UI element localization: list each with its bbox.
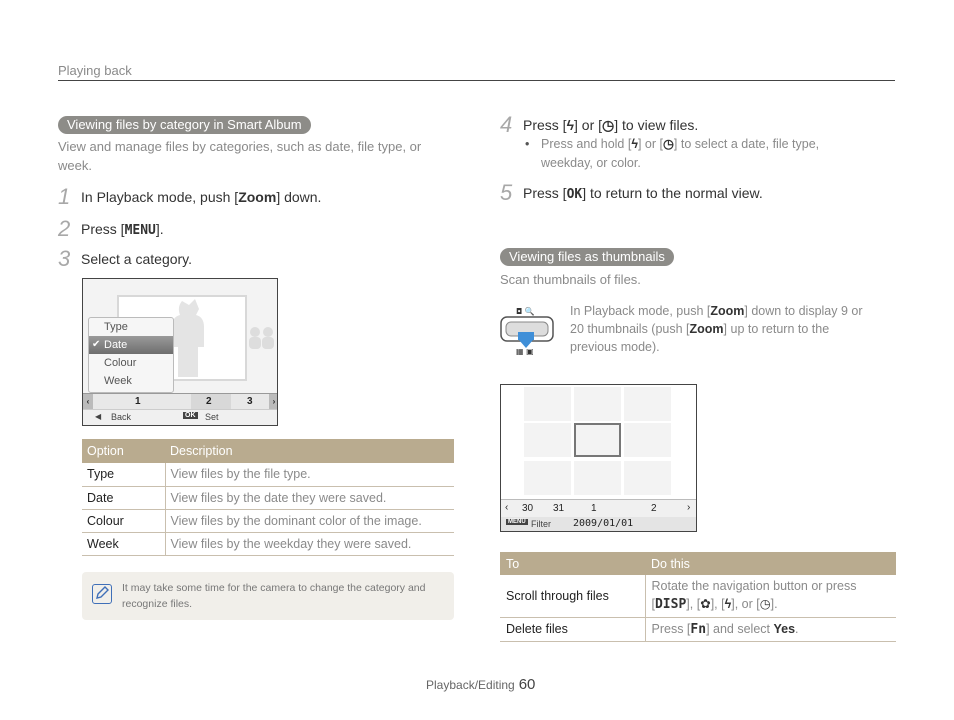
step-text: Select a category. (81, 251, 193, 267)
left-arrow-icon[interactable]: ‹ (83, 394, 93, 409)
description-cell: View files by the file type. (165, 463, 454, 486)
step-text: Press [ϟ] or [◷] to view files. (523, 117, 699, 133)
step-text: Press [OK] to return to the normal view. (523, 185, 763, 202)
step-2 (58, 218, 164, 241)
thumbnail[interactable] (574, 461, 621, 495)
timer-icon: ◷ (662, 137, 674, 151)
nav-number: 1 (135, 396, 141, 407)
step-4 (500, 114, 698, 136)
menu-item-date[interactable]: ✔ Date (89, 336, 173, 354)
table-row (82, 532, 454, 555)
note-pencil-icon (92, 584, 112, 604)
svg-text:▦ ▣: ▦ ▣ (516, 347, 534, 356)
option-cell: Type (82, 463, 165, 486)
nav-number: 1 (591, 503, 597, 514)
back-arrow-icon: ◀ (95, 412, 102, 421)
action-cell: Scroll through files (500, 575, 645, 617)
category-nav-bar (83, 393, 278, 409)
step-text: Press [MENU]. (81, 221, 164, 238)
zoom-lever-icon (500, 304, 554, 356)
option-cell: Colour (82, 509, 165, 532)
camera-screen-smart-album (82, 278, 278, 426)
nav-number: 31 (553, 503, 565, 514)
nav-number: 2 (651, 503, 657, 514)
menu-key: MENU (124, 223, 156, 238)
header-section-title: Playing back (58, 63, 132, 78)
camera-screen-thumbnails (500, 384, 697, 532)
filter-label: Filter (531, 519, 551, 529)
option-cell: Week (82, 532, 165, 555)
set-label: Set (205, 412, 219, 422)
table-row (82, 463, 454, 486)
check-icon: ✔ (92, 339, 101, 350)
left-arrow-icon[interactable]: ‹ (505, 502, 509, 513)
zoom-description: In Playback mode, push [Zoom] down to display 9 or 20 thumbnails (push [Zoom] up to return to the previous mode). (570, 304, 863, 354)
right-arrow-icon[interactable]: › (687, 502, 691, 513)
thumbnail[interactable] (624, 387, 671, 421)
do-this-cell: Press [Fn] and select Yes. (645, 617, 896, 641)
menu-key-icon: MENU (508, 519, 526, 525)
thumbnail-nav-bar (501, 499, 697, 517)
nav-number: 2 (206, 396, 212, 407)
step-5 (500, 182, 763, 205)
svg-text:◘ 🔍: ◘ 🔍 (516, 307, 535, 316)
step-number: 4 (500, 112, 513, 137)
description-cell: View files by the date they were saved. (165, 486, 454, 509)
step-number: 3 (58, 246, 71, 271)
date-readout: 2009/01/01 (573, 518, 634, 529)
footer-label: Playback/Editing (426, 678, 515, 692)
right-arrow-icon[interactable]: › (269, 394, 278, 409)
flash-icon: ϟ (566, 117, 574, 133)
section-pill-smart-album: Viewing files by category in Smart Album (58, 116, 311, 134)
section-pill-thumbnails: Viewing files as thumbnails (500, 248, 674, 266)
ok-key-icon: OK (185, 412, 196, 419)
back-label: Back (111, 412, 132, 422)
page-number: 60 (518, 676, 536, 693)
menu-item-week[interactable]: Week (104, 375, 132, 387)
camera-bottom-bar (83, 409, 278, 425)
actions-table (500, 552, 896, 642)
table-row (500, 617, 896, 641)
flash-icon: ϟ (724, 597, 732, 612)
thumbnail[interactable] (524, 423, 571, 457)
thumbnail[interactable] (524, 461, 571, 495)
ok-key: OK (566, 187, 583, 202)
note-box (82, 572, 454, 620)
description-cell: View files by the dominant color of the image. (165, 509, 454, 532)
intro-thumbnails: Scan thumbnails of files. (500, 272, 641, 287)
column-header-description: Description (165, 439, 454, 463)
bullet-dot-icon: • (525, 137, 530, 151)
intro-smart-album: View and manage files by categories, such as date, file type, or week. (58, 139, 422, 173)
note-text: It may take some time for the camera to change the category and recognize files. (122, 582, 426, 610)
thumbnail-selected[interactable] (574, 423, 621, 457)
step-number: 5 (500, 180, 513, 205)
menu-item-type[interactable]: Type (104, 321, 128, 333)
menu-item-colour[interactable]: Colour (104, 357, 137, 369)
thumbnail[interactable] (524, 387, 571, 421)
timer-icon: ◷ (602, 117, 615, 133)
step-1 (58, 186, 321, 208)
thumbnail[interactable] (624, 461, 671, 495)
column-header-do-this: Do this (645, 552, 896, 575)
column-header-option: Option (82, 439, 165, 463)
thumbnail[interactable] (574, 387, 621, 421)
column-header-to: To (500, 552, 645, 575)
page-footer (426, 676, 535, 693)
options-table (82, 439, 454, 556)
do-this-cell: Rotate the navigation button or press [DISP], [✿], [ϟ], or [◷]. (645, 575, 896, 617)
table-row (500, 575, 896, 617)
nav-number: 3 (247, 396, 253, 407)
flash-icon: ϟ (631, 137, 638, 151)
timer-icon: ◷ (759, 597, 771, 612)
step-3 (58, 248, 192, 270)
table-row (82, 509, 454, 532)
macro-icon: ✿ (700, 597, 711, 612)
camera-bottom-bar (501, 517, 697, 532)
step-number: 1 (58, 184, 71, 209)
option-cell: Date (82, 486, 165, 509)
action-cell: Delete files (500, 617, 645, 641)
category-menu (88, 317, 174, 393)
table-row (82, 486, 454, 509)
background-people-icon (246, 323, 278, 353)
step-number: 2 (58, 216, 71, 241)
step-text: In Playback mode, push [Zoom] down. (81, 189, 322, 205)
thumbnail[interactable] (624, 423, 671, 457)
step-4-bullet: • Press and hold [ϟ] or [◷] to select a date, file type, weekday, or color. (525, 137, 820, 170)
nav-number: 30 (522, 503, 534, 514)
header-rule (58, 80, 895, 81)
description-cell: View files by the weekday they were saved. (165, 532, 454, 555)
